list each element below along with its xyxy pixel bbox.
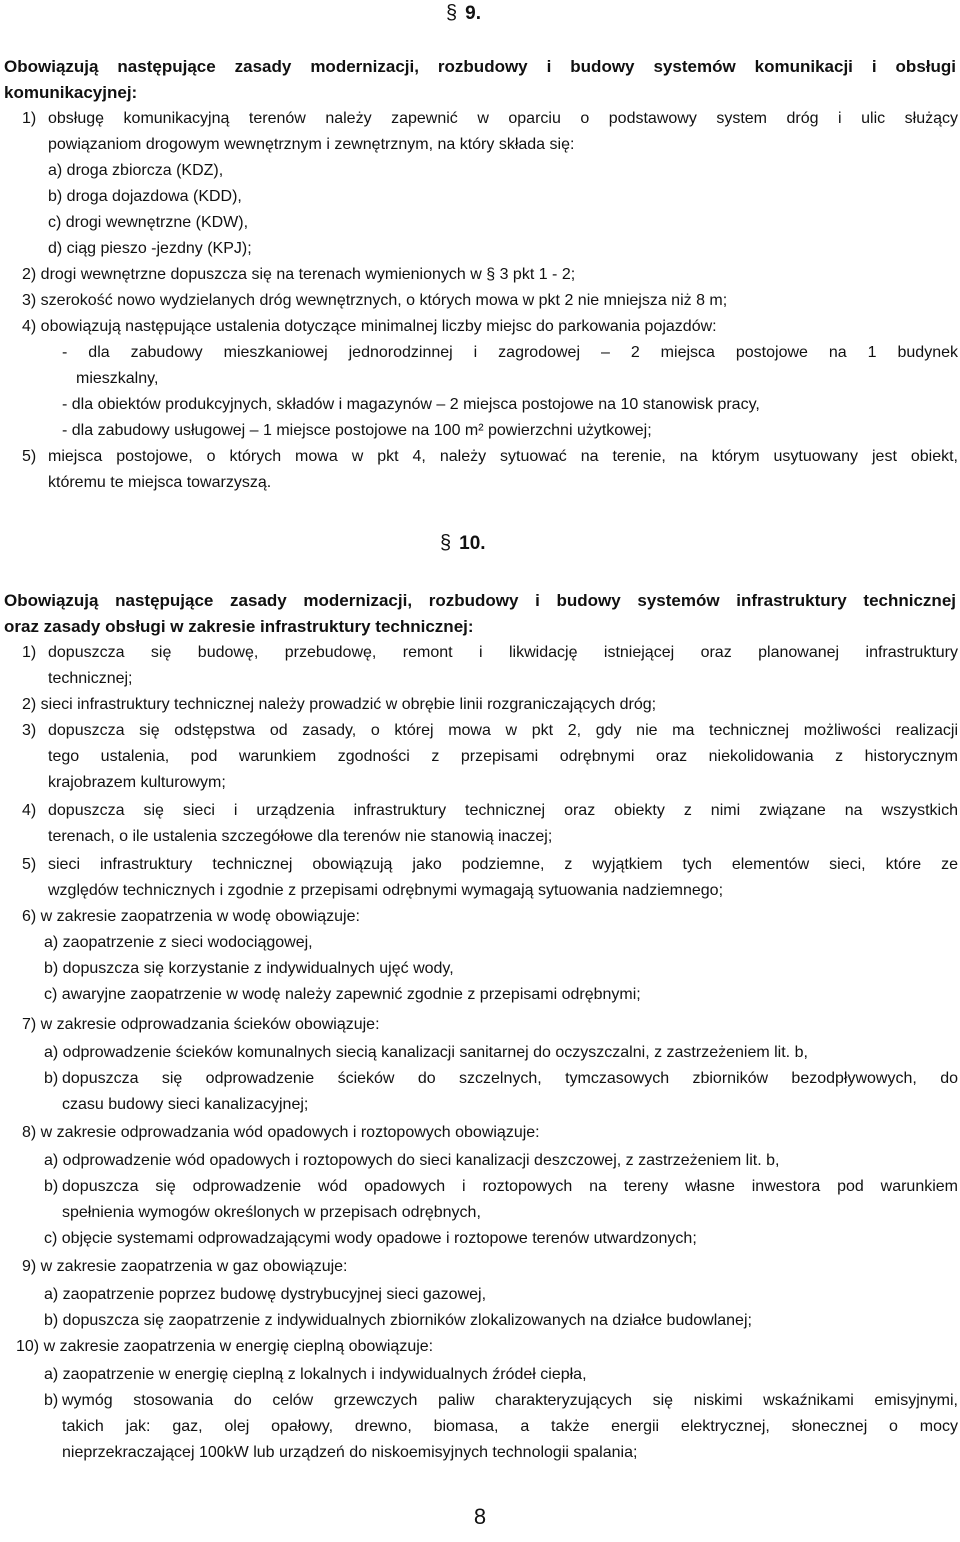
section-9-item-3: 3) szerokość nowo wydzielanych dróg wewnętrznych, o których mowa w pkt 2 nie mniejsza niż 8 m;	[22, 292, 728, 309]
section-10-heading	[440, 532, 486, 555]
item-text: 7) w zakresie odprowadzania ścieków obowiązuje:	[22, 1016, 380, 1033]
subitem-a: a) zaopatrzenie poprzez budowę dystrybucyjnej sieci gazowej,	[44, 1286, 487, 1303]
subitem-a: a) odprowadzenie ścieków komunalnych siecią kanalizacji sanitarnej do oczyszczalni, z zastrzeżeniem lit. b,	[44, 1044, 808, 1061]
section-10-intro	[4, 588, 958, 640]
section-10-item-8-subitems	[44, 1148, 958, 1252]
subitem-a: a) odprowadzenie wód opadowych i roztopowych do sieci kanalizacji deszczowej, z zastrzeżeniem lit. b,	[44, 1152, 780, 1169]
section-9-number: 9.	[465, 3, 481, 24]
item-text-line-2: technicznej;	[48, 670, 133, 687]
subitem-text-line-2: czasu budowy sieci kanalizacyjnej;	[62, 1096, 309, 1113]
item-text-line-2: względów technicznych i zgodnie z przepisami odrębnymi wymagają sytuowania nadziemnego;	[48, 882, 724, 899]
subitem-text-line-2: spełnienia wymogów określonych w przepisach odrębnych,	[62, 1204, 481, 1221]
section-9-item-5	[22, 444, 958, 496]
dash-item-1-line-1: - dla zabudowy mieszkaniowej jednorodzinnej i zagrodowej – 2 miejsca postojowe na 1 budynek	[62, 344, 958, 361]
item-text-line-2: tego ustalenia, pod warunkiem zgodności z przepisami odrębnymi oraz niekolidowania z historycznym	[48, 748, 958, 765]
section-9-heading	[446, 2, 481, 25]
section-9-item-4: 4) obowiązują następujące ustalenia dotyczące minimalnej liczby miejsc do parkowania pojazdów:	[22, 318, 717, 335]
dash-item-1-line-2: mieszkalny,	[76, 370, 159, 387]
subitem-text-line-1: dopuszcza się odprowadzenie ścieków do szczelnych, tymczasowych zbiorników bezodpływowych, do	[62, 1070, 958, 1087]
item-text-line-2: powiązaniom drogowym wewnętrznym i zewnętrznym, na który składa się:	[48, 136, 575, 153]
section-10-item-2	[22, 692, 960, 718]
item-text-line-1: obsługę komunikacyjną terenów należy zapewnić w oparciu o podstawowy system dróg i ulic służący	[48, 110, 958, 127]
subitem-c: c) awaryjne zaopatrzenie w wodę należy zapewnić zgodnie z przepisami odrębnymi;	[44, 986, 641, 1003]
subitem-b: b) droga dojazdowa (KDD),	[48, 188, 242, 205]
section-9-intro-line-1: Obowiązują następujące zasady modernizacji, rozbudowy i budowy systemów komunikacji i obsługi	[4, 57, 956, 76]
item-number: 1)	[22, 644, 37, 661]
section-10-item-6-subitems	[44, 930, 960, 1008]
section-10-item-9-subitems	[44, 1282, 960, 1334]
section-9-intro	[4, 54, 958, 106]
section-10-item-6	[22, 904, 960, 930]
section-10-number: 10.	[459, 533, 486, 554]
subitem-c: c) drogi wewnętrzne (KDW),	[48, 214, 249, 231]
subitem-b: b) dopuszcza się korzystanie z indywidualnych ujęć wody,	[44, 960, 454, 977]
item-number: 5)	[22, 856, 37, 873]
item-text-line-2: któremu te miejsca towarzyszą.	[48, 474, 272, 491]
subitem-c: c) objęcie systemami odprowadzającymi wody opadowe i roztopowe terenów utwardzonych;	[44, 1230, 697, 1247]
item-text-line-1: miejsca postojowe, o których mowa w pkt 4, należy sytuować na terenie, na którym usytuowany jest obiekt,	[48, 448, 958, 465]
item-number: 3)	[22, 722, 37, 739]
subitem-a: a) droga zbiorcza (KDZ),	[48, 162, 224, 179]
section-10-intro-line-2: oraz zasady obsługi w zakresie infrastruktury technicznej:	[4, 617, 474, 636]
item-text-line-1: dopuszcza się sieci i urządzenia infrastruktury technicznej oraz obiekty z nimi związane na wszystkich	[48, 802, 958, 819]
dash-item-3: - dla zabudowy usługowej – 1 miejsce postojowe na 100 m² powierzchni użytkowej;	[62, 422, 652, 439]
subitem-text-line-2: takich jak: gaz, olej opałowy, drewno, biomasa, a także energii elektrycznej, słonecznej o mocy	[62, 1418, 958, 1435]
dash-item-2: - dla obiektów produkcyjnych, składów i magazynów – 2 miejsca postojowe na 10 stanowisk pracy,	[62, 396, 760, 413]
subitem-text-line-1: wymóg stosowania do celów grzewczych paliw charakteryzujących się niskimi wskaźnikami emisyjnymi,	[62, 1392, 958, 1409]
section-10-item-10-subitems	[44, 1362, 958, 1466]
subitem-text-line-3: nieprzekraczającej 100kW lub urządzeń do niskoemisyjnych technologii spalania;	[62, 1444, 638, 1461]
section-9-intro-line-2: komunikacyjnej:	[4, 83, 138, 102]
item-text-line-2: terenach, o ile ustalenia szczegółowe dla terenów nie stanowią inaczej;	[48, 828, 553, 845]
subitem-b	[44, 1388, 958, 1466]
subitem-text-line-1: dopuszcza się odprowadzenie wód opadowych i roztopowych na tereny własne inwestora pod warunkiem	[62, 1178, 958, 1195]
item-number: 4)	[22, 802, 37, 819]
item-number: 1)	[22, 110, 37, 127]
item-text-line-3: krajobrazem kulturowym;	[48, 774, 226, 791]
subitem-letter: b)	[44, 1178, 59, 1195]
subitem-b	[44, 1066, 958, 1118]
section-10-item-3	[22, 718, 958, 796]
item-text: 10) w zakresie zaopatrzenia w energię cieplną obowiązuje:	[16, 1338, 434, 1355]
item-text-line-1: sieci infrastruktury technicznej obowiązują jako podziemne, z wyjątkiem tych elementów sieci, które ze	[48, 856, 958, 873]
item-text: 6) w zakresie zaopatrzenia w wodę obowiązuje:	[22, 908, 360, 925]
section-10-item-1	[22, 640, 958, 692]
section-10-item-9	[22, 1254, 960, 1280]
section-10-item-8	[22, 1120, 960, 1146]
paragraph-sign: §	[446, 2, 458, 24]
section-10-item-7-subitems	[44, 1040, 958, 1118]
subitem-d: d) ciąg pieszo -jezdny (KPJ);	[48, 240, 252, 257]
section-9-items-2-4	[22, 262, 960, 340]
item-text: 8) w zakresie odprowadzania wód opadowych i roztopowych obowiązuje:	[22, 1124, 540, 1141]
section-10-item-10	[16, 1334, 960, 1360]
section-9-item-1	[22, 106, 958, 158]
page-number: 8	[473, 1504, 487, 1529]
subitem-b	[44, 1174, 958, 1226]
subitem-b: b) dopuszcza się zaopatrzenie z indywidualnych zbiorników zlokalizowanych na działce budowlanej;	[44, 1312, 752, 1329]
section-10-item-4	[22, 798, 958, 850]
subitem-letter: b)	[44, 1070, 59, 1087]
item-number: 5)	[22, 448, 37, 465]
item-text: 2) sieci infrastruktury technicznej należy prowadzić w obrębie linii rozgraniczających dróg;	[22, 696, 657, 713]
section-9-item-4-dashes	[62, 340, 958, 444]
section-9-item-1-subitems	[48, 158, 960, 262]
subitem-a: a) zaopatrzenie z sieci wodociągowej,	[44, 934, 313, 951]
subitem-a: a) zaopatrzenie w energię cieplną z lokalnych i indywidualnych źródeł ciepła,	[44, 1366, 587, 1383]
section-10-intro-line-1: Obowiązują następujące zasady modernizacji, rozbudowy i budowy systemów infrastruktury technicznej	[4, 591, 956, 610]
section-9-item-2: 2) drogi wewnętrzne dopuszcza się na terenach wymienionych w § 3 pkt 1 - 2;	[22, 266, 576, 283]
item-text-line-1: dopuszcza się odstępstwa od zasady, o której mowa w pkt 2, gdy nie ma technicznej możliwości realizacji	[48, 722, 958, 739]
paragraph-sign: §	[440, 532, 452, 554]
subitem-letter: b)	[44, 1392, 59, 1409]
section-10-item-5	[22, 852, 958, 904]
item-text: 9) w zakresie zaopatrzenia w gaz obowiązuje:	[22, 1258, 348, 1275]
item-text-line-1: dopuszcza się budowę, przebudowę, remont i likwidację istniejącej oraz planowanej infrastruktury	[48, 644, 958, 661]
section-10-item-7	[22, 1012, 960, 1038]
